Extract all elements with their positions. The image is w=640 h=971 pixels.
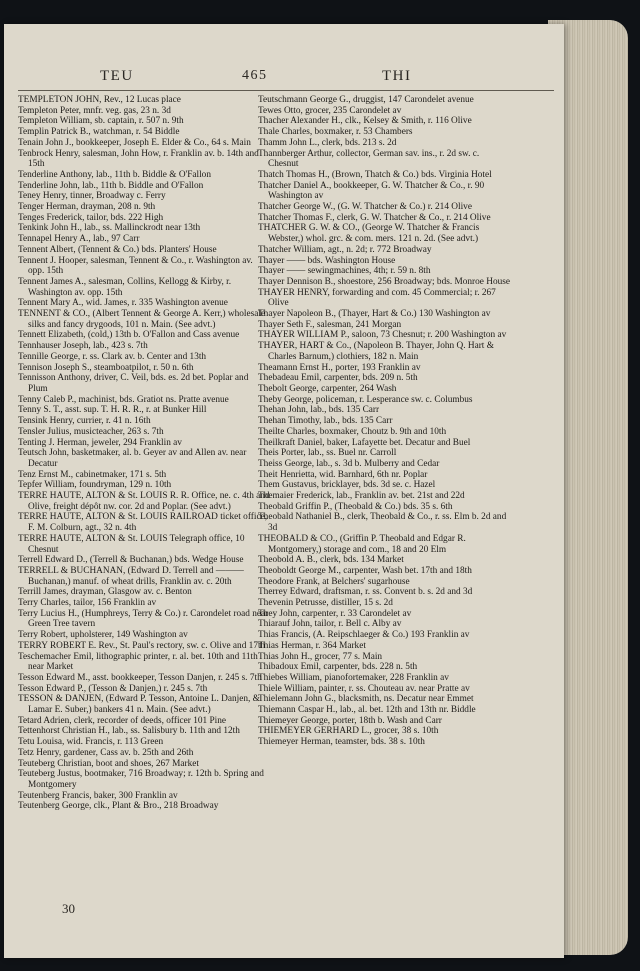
directory-entry: Terry Robert, upholsterer, 149 Washington av <box>18 630 188 641</box>
directory-entry: Tennent Mary A., wid. James, r. 335 Washington avenue <box>18 298 228 309</box>
directory-entry: Terry Charles, tailor, 156 Franklin av <box>18 598 157 609</box>
directory-entry: Thiarauf John, tailor, r. Bell c. Alby av <box>258 619 402 630</box>
directory-entry: THIEMEYER GERHARD L., grocer, 38 s. 10th <box>258 726 439 737</box>
directory-entry: Templeton William, sb. captain, r. 507 n. 9th <box>18 116 184 127</box>
header-right-guideword: THI <box>382 68 412 84</box>
header-left-guideword: TEU <box>100 68 134 84</box>
directory-entry: Terrell Edward D., (Terrell & Buchanan,) bds. Wedge House <box>18 555 244 566</box>
directory-entry: Thatcher Thomas F., clerk, G. W. Thatcher & Co., r. 214 Olive <box>258 212 491 223</box>
directory-entry: Teutschmann George G., druggist, 147 Carondelet avenue <box>258 95 474 105</box>
directory-entry: Thiemann Caspar H., lab., al. bet. 12th and 13th nr. Biddle <box>258 705 476 716</box>
directory-entry: Tennent J. Hooper, salesman, Tennent & Co., r. Washington av. opp. 15th <box>18 255 253 277</box>
directory-entry: Tepfer William, foundryman, 129 n. 10th <box>18 480 172 491</box>
directory-entry: Theamann Ernst H., porter, 193 Franklin av <box>258 362 421 373</box>
directory-entry: Thevenin Petrusse, distiller, 15 s. 2d <box>258 598 393 609</box>
directory-entry: Thatcher Daniel A., bookkeeper, G. W. Thatcher & Co., r. 90 Washington av <box>258 180 485 202</box>
directory-entry: Theobald Nathaniel B., clerk, Theobald & Co., r. ss. Elm b. 2d and 3d <box>258 512 507 534</box>
directory-entry: Tennisson Anthony, driver, C. Veil, bds. es. 2d bet. Poplar and Plum <box>18 373 249 394</box>
directory-entry: Tenny Caleb P., machinist, bds. Gratiot ns. Pratte avenue <box>18 394 229 405</box>
directory-entry: Tetard Adrien, clerk, recorder of deeds, officer 101 Pine <box>18 715 227 726</box>
directory-entry: Tenbrock Henry, salesman, John How, r. Franklin av. b. 14th and 15th <box>18 148 259 170</box>
directory-entry: Theobold A. B., clerk, bds. 134 Market <box>258 555 404 566</box>
directory-entry: They John, carpenter, r. 33 Carondelet av <box>258 608 412 619</box>
directory-entry: TERRE HAUTE, ALTON & St. LOUIS R. R. Office, ne. c. 4th and Olive, freight dépôt nw. cor. 2d and Poplar. (See advt.) <box>18 491 270 512</box>
directory-entry: Thiemeyer George, porter, 18th b. Wash and Carr <box>258 715 442 726</box>
right-column <box>258 95 510 748</box>
directory-entry: Thayer Napoleon B., (Thayer, Hart & Co.) 130 Washington av <box>258 309 491 320</box>
directory-entry: Thehan John, lab., bds. 135 Carr <box>258 405 380 416</box>
directory-entry: Teuteberg Justus, bootmaker, 716 Broadway; r. 12th b. Spring and Montgomery <box>18 769 264 790</box>
directory-entry: Thamm John L., clerk, bds. 213 s. 2d <box>258 137 397 148</box>
directory-entry: Tenkink John H., lab., ss. Mallinckrodt near 13th <box>18 223 201 234</box>
directory-entry: Tensler Julius, musicteacher, 263 s. 7th <box>18 426 164 437</box>
directory-entry: TERRE HAUTE, ALTON & St. LOUIS Telegraph office, 10 Chesnut <box>18 533 245 555</box>
directory-entry: Tesson Edward M., asst. bookkeeper, Tesson Danjen, r. 245 s. 7th <box>18 672 262 683</box>
header-rule <box>18 90 554 91</box>
directory-entry: Tennett Elizabeth, (cold,) 13th b. O'Fallon and Cass avenue <box>18 330 240 341</box>
directory-entry: Theodore Frank, at Belchers' sugarhouse <box>258 576 410 587</box>
directory-entry: Thayer —— sewingmachines, 4th; r. 59 n. 8th <box>258 266 431 277</box>
directory-entry: TERRY ROBERT E. Rev., St. Paul's rectory, sw. c. Olive and 17th <box>18 640 266 651</box>
directory-entry: Theoboldt George M., carpenter, Wash bet. 17th and 18th <box>258 565 472 576</box>
directory-entry: Thayer Dennison B., shoestore, 256 Broadway; bds. Monroe House <box>258 276 511 287</box>
directory-entry: Thielemann John G., blacksmith, ns. Decatur near Emmet <box>258 694 474 705</box>
directory-entry: THAYER, HART & Co., (Napoleon B. Thayer, John Q. Hart & Charles Barnum,) clothiers, 182 n. Main <box>258 341 494 362</box>
directory-entry: Thiele William, painter, r. ss. Chouteau av. near Pratte av <box>258 683 470 694</box>
directory-entry: TENNENT & CO., (Albert Tennent & George A. Kerr,) wholesale silks and fancy drygoods, 101 n. Main. (See advt.) <box>18 309 266 330</box>
directory-entry: Thiebes William, pianofortemaker, 228 Franklin av <box>258 672 449 683</box>
directory-entry: Tennille George, r. ss. Clark av. b. Center and 13th <box>18 351 207 362</box>
directory-entry: Terry Lucius H., (Humphreys, Terry & Co.) r. Carondelet road near Green Tree tavern <box>18 608 269 630</box>
running-header <box>4 68 564 90</box>
directory-entry: THAYER WILLIAM P., saloon, 73 Chesnut; r. 200 Washington av <box>258 330 507 341</box>
directory-entry: Templin Patrick B., watchman, r. 54 Biddle <box>18 127 180 138</box>
directory-entry: Thibadoux Emil, carpenter, bds. 228 n. 5th <box>258 662 418 673</box>
directory-page <box>4 24 564 958</box>
directory-entry: Tennapel Henry A., lab., 97 Carr <box>18 234 140 245</box>
directory-entry: Tewes Otto, grocer, 235 Carondelet av <box>258 105 402 116</box>
signature-folio: 30 <box>62 901 75 916</box>
directory-entry: Thatcher George W., (G. W. Thatcher & Co.) r. 214 Olive <box>258 202 472 213</box>
directory-entry: Thannberger Arthur, collector, German sav. ins., r. 2d sw. c. Chesnut <box>258 148 480 170</box>
directory-entry: Tennent James A., salesman, Collins, Kellogg & Kirby, r. Washington av. opp. 15th <box>18 276 232 298</box>
directory-entry: Theby George, policeman, r. Lesperance sw. c. Columbus <box>258 394 473 405</box>
directory-entry: Teutenberg George, clk., Plant & Bro., 218 Broadway <box>18 801 219 812</box>
directory-entry: Tenderline Anthony, lab., 11th b. Biddle & O'Fallon <box>18 169 211 180</box>
directory-entry: Thiemeyer Herman, teamster, bds. 38 s. 10th <box>258 737 425 748</box>
directory-entry: TEMPLETON JOHN, Rev., 12 Lucas place <box>18 95 181 105</box>
directory-entry: Tetu Louisa, wid. Francis, r. 113 Green <box>18 737 164 748</box>
directory-entry: Teutsch John, basketmaker, al. b. Geyer av and Allen av. near Decatur <box>18 448 247 469</box>
directory-entry: Tenderline John, lab., 11th b. Biddle and O'Fallon <box>18 180 204 191</box>
directory-entry: THATCHER G. W. & CO., (George W. Thatcher & Francis Webster,) whol. grc. & com. mers. 121 n. 2d. (See advt.) <box>258 223 480 245</box>
directory-entry: Theilkraft Daniel, baker, Lafayette bet. Decatur and Buel <box>258 437 471 448</box>
directory-entry: Thebolt George, carpenter, 264 Wash <box>258 383 397 394</box>
directory-entry: Tetz Henry, gardener, Cass av. b. 25th and 26th <box>18 747 194 758</box>
directory-entry: Theobald Griffin P., (Theobald & Co.) bds. 35 s. 6th <box>258 501 453 512</box>
directory-entry: Theit Henrietta, wid. Barnhard, 6th nr. Poplar <box>258 469 428 480</box>
directory-entry: Theis Porter, lab., ss. Buel nr. Carroll <box>258 448 397 459</box>
directory-entry: Tenges Frederick, tailor, bds. 222 High <box>18 212 164 223</box>
directory-entry: Thatcher William, agt., n. 2d; r. 772 Broadway <box>258 244 432 255</box>
directory-entry: Thayer —— bds. Washington House <box>258 255 396 266</box>
directory-entry: Templeton Peter, mnfr. veg. gas, 23 n. 3d <box>18 105 171 116</box>
directory-entry: Thehan Timothy, lab., bds. 135 Carr <box>258 416 393 427</box>
directory-entry: Tensink Henry, currier, r. 41 n. 16th <box>18 416 151 427</box>
directory-entry: Tennhauser Joseph, lab., 423 s. 7th <box>18 341 148 352</box>
directory-entry: Teney Henry, tinner, Broadway c. Ferry <box>18 191 166 202</box>
directory-entry: Thias Herman, r. 364 Market <box>258 640 366 651</box>
directory-entry: Tenain John J., bookkeeper, Joseph E. Elder & Co., 64 s. Main <box>18 137 251 148</box>
directory-entry: Tettenhorst Christian H., lab., ss. Salisbury b. 11th and 12th <box>18 726 240 737</box>
directory-entry: Teschemacher Emil, lithographic printer, r. al. bet. 10th and 11th near Market <box>18 651 258 673</box>
directory-entry: Teutenberg Francis, baker, 300 Franklin av <box>18 790 178 801</box>
directory-entry: Thebadeau Emil, carpenter, bds. 209 n. 5th <box>258 373 418 384</box>
directory-entry: THEOBALD & CO., (Griffin P. Theobald and Edgar R. Montgomery,) storage and com., 18 and 20 Elm <box>258 533 466 555</box>
directory-entry: Teuteberg Christian, boot and shoes, 267 Market <box>18 758 199 769</box>
directory-entry: Tenz Ernst M., cabinetmaker, 171 s. 5th <box>18 469 167 480</box>
directory-entry: Tenny S. T., asst. sup. T. H. R. R., r. at Bunker Hill <box>18 405 207 416</box>
directory-entry: Themaier Frederick, lab., Franklin av. bet. 21st and 22d <box>258 491 465 502</box>
directory-entry: Thatch Thomas H., (Brown, Thatch & Co.) bds. Virginia Hotel <box>258 169 492 180</box>
directory-entry: Tenger Herman, drayman, 208 n. 9th <box>18 202 156 213</box>
directory-entry: Thias John H., grocer, 77 s. Main <box>258 651 383 662</box>
page-number: 465 <box>242 68 268 83</box>
directory-entry: TESSON & DANJEN, (Edward P. Tesson, Antoine L. Danjen, & Lamar E. Suber,) bankers 41 n. Main. (See advt.) <box>18 694 260 716</box>
directory-entry: Thale Charles, boxmaker, r. 53 Chambers <box>258 127 413 138</box>
directory-entry: Thias Francis, (A. Reipschlaeger & Co.) 193 Franklin av <box>258 630 470 641</box>
directory-entry: Theilte Charles, boxmaker, Choutz b. 9th and 10th <box>258 426 447 437</box>
directory-entry: TERRE HAUTE, ALTON & St. LOUIS RAILROAD ticket office, F. M. Colburn, agt., 32 n. 4th <box>18 512 268 534</box>
directory-entry: Tesson Edward P., (Tesson & Danjen,) r. 245 s. 7th <box>18 683 208 694</box>
directory-entry: TERRELL & BUCHANAN, (Edward D. Terrell and ———Buchanan,) manuf. of wheat drills, Franklin av. c. 20th <box>18 565 244 587</box>
directory-entry: Tennent Albert, (Tennent & Co.) bds. Planters' House <box>18 244 217 255</box>
directory-entry: Them Gustavus, bricklayer, bds. 3d se. c. Hazel <box>258 480 436 491</box>
left-column <box>18 95 270 812</box>
directory-entry: Tennison Joseph S., steamboatpilot, r. 50 n. 6th <box>18 362 194 373</box>
directory-entry: THAYER HENRY, forwarding and com. 45 Commercial; r. 267 Olive <box>258 287 496 309</box>
directory-entry: Thayer Seth F., salesman, 241 Morgan <box>258 319 402 330</box>
directory-entry: Theiss George, lab., s. 3d b. Mulberry and Cedar <box>258 458 440 469</box>
directory-entry: Thacher Alexander H., clk., Kelsey & Smith, r. 116 Olive <box>258 116 472 127</box>
directory-entry: Terrill James, drayman, Glasgow av. c. Benton <box>18 587 192 598</box>
directory-entry: Tenting J. Herman, jeweler, 294 Franklin av <box>18 437 182 448</box>
directory-entry: Therrey Edward, draftsman, r. ss. Convent b. s. 2d and 3d <box>258 587 473 598</box>
